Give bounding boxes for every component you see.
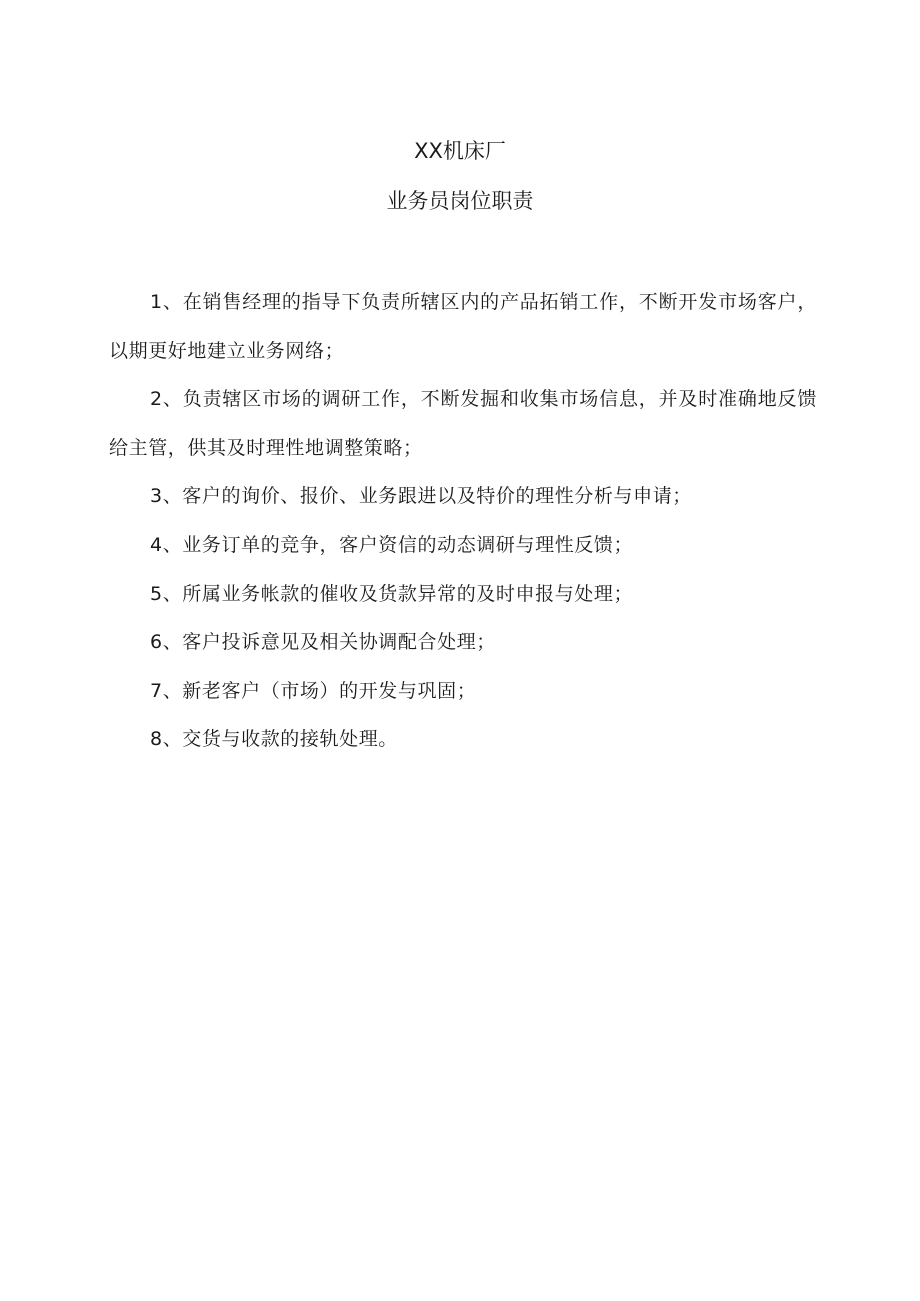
- duty-item-5: 5、所属业务帐款的催收及货款异常的及时申报与处理；: [150, 582, 634, 605]
- duty-item-8: 8、交货与收款的接轨处理。: [150, 728, 398, 751]
- document-title: 业务员岗位职责: [386, 189, 534, 213]
- duty-item-3: 3、客户的询价、报价、业务跟进以及特价的理性分析与申请；: [150, 485, 692, 508]
- duty-list: [109, 278, 817, 764]
- duty-item-7: 7、新老客户（市场）的开发与巩固；: [150, 679, 477, 702]
- duty-item-4: 4、业务订单的竞争，客户资信的动态调研与理性反馈；: [150, 533, 634, 556]
- duty-item-1: 1、在销售经理的指导下负责所辖区内的产品拓销工作，不断开发市场客户，以期更好地建立业务网络；: [109, 291, 817, 362]
- company-name: XX机床厂: [414, 139, 506, 163]
- duty-item-2: 2、负责辖区市场的调研工作，不断发掘和收集市场信息，并及时准确地反馈给主管，供其及时理性地调整策略；: [109, 388, 817, 459]
- duty-item-6: 6、客户投诉意见及相关协调配合处理；: [150, 631, 496, 654]
